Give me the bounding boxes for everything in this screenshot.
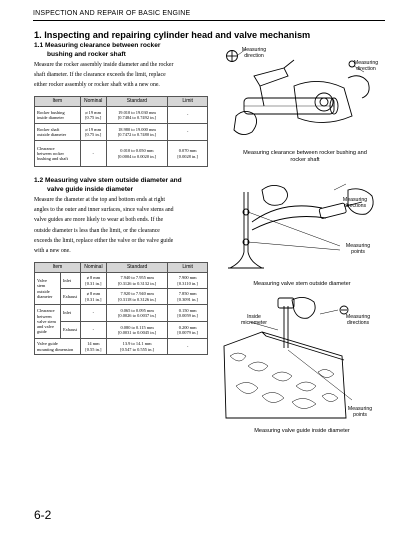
table-row: Rocker bushing inside diameter ø 19 mm [0.75 in.] 19.010 to 19.030 mm [0.7484 to 0.7492 in.] - <box>35 107 208 124</box>
spec-table-1-2 <box>34 262 208 355</box>
table-row: Exhaust ø 8 mm [0.31 in.] 7.920 to 7.940 mm [0.3118 to 0.3126 in.] 7.850 mm [0.3091 in.] <box>35 289 208 305</box>
table-row: Clearance between rocker bushing and shaft - 0.010 to 0.050 mm [0.0004 to 0.0020 in.] 0.070 mm [0.0028 in.] <box>35 141 208 167</box>
paragraph-1-2: Measure the diameter at the top and bottom ends at right angles to the outer and inner surfaces, since valve stems and valve guides are more likely to wear at both ends. If the outside diameter is less than the limit, or the clearance exceeds the limit, replace either the valve or the valve guide with a new one. <box>34 197 174 255</box>
figure-caption: Measuring valve guide inside diameter <box>254 428 350 434</box>
table-header-row: Item Nominal Standard Limit <box>35 97 208 107</box>
measuring-directions-label: Measuring directions <box>345 314 371 327</box>
measuring-points-label: Measuring points <box>347 406 373 419</box>
inside-micrometer-label: Inside micrometer <box>241 314 267 327</box>
page-number: 6-2 <box>34 508 52 522</box>
subsection-1-2-title: 1.2 Measuring valve stem outside diameter and valve guide inside diameter <box>34 177 182 193</box>
page-header: INSPECTION AND REPAIR OF BASIC ENGINE <box>33 10 191 17</box>
paragraph-1-1: Measure the rocker assembly inside diameter and the rocker shaft diameter. If the clearance exceeds the limit, replace either rocker assembly or rocker shaft with a new one. <box>34 62 174 89</box>
table-row: Valve guide mounting dimension 14 mm [0.55 in.] 13.9 to 14.1 mm [0.547 to 0.555 in.] - <box>35 339 208 355</box>
table-row: Clearance between valve stem and valve guide Inlet - 0.065 to 0.095 mm [0.0026 to 0.0037 in.] 0.150 mm [0.0059 in.] <box>35 305 208 322</box>
table-header-row: Item Nominal Standard Limit <box>35 263 208 273</box>
measuring-direction-label: Measuring direction <box>241 47 267 60</box>
header-rule <box>33 20 385 21</box>
table-row: Valve stem outside diameter Inlet ø 8 mm [0.31 in.] 7.940 to 7.955 mm [0.3126 to 0.3132 in.] 7.900 mm [0.3110 in.] <box>35 273 208 289</box>
section-title: 1. Inspecting and repairing cylinder head and valve mechanism <box>34 30 311 40</box>
measuring-direction-label: Measuring direction <box>353 60 379 73</box>
spec-table-1-1 <box>34 96 208 167</box>
figure-caption: Measuring clearance between rocker bushing and rocker shaft <box>243 150 367 163</box>
subsection-1-1-title: 1.1 Measuring clearance between rocker bushing and rocker shaft <box>34 42 161 58</box>
table-row: Exhaust - 0.080 to 0.115 mm [0.0031 to 0.0045 in.] 0.200 mm [0.0079 in.] <box>35 322 208 339</box>
measuring-points-label: Measuring points <box>345 243 371 256</box>
table-row: Rocker shaft outside diameter ø 19 mm [0.75 in.] 18.980 to 19.000 mm [0.7472 to 0.7480 in.] - <box>35 124 208 141</box>
figure-caption: Measuring valve stem outside diameter <box>253 281 351 287</box>
measuring-directions-label: Measuring directions <box>342 197 368 210</box>
